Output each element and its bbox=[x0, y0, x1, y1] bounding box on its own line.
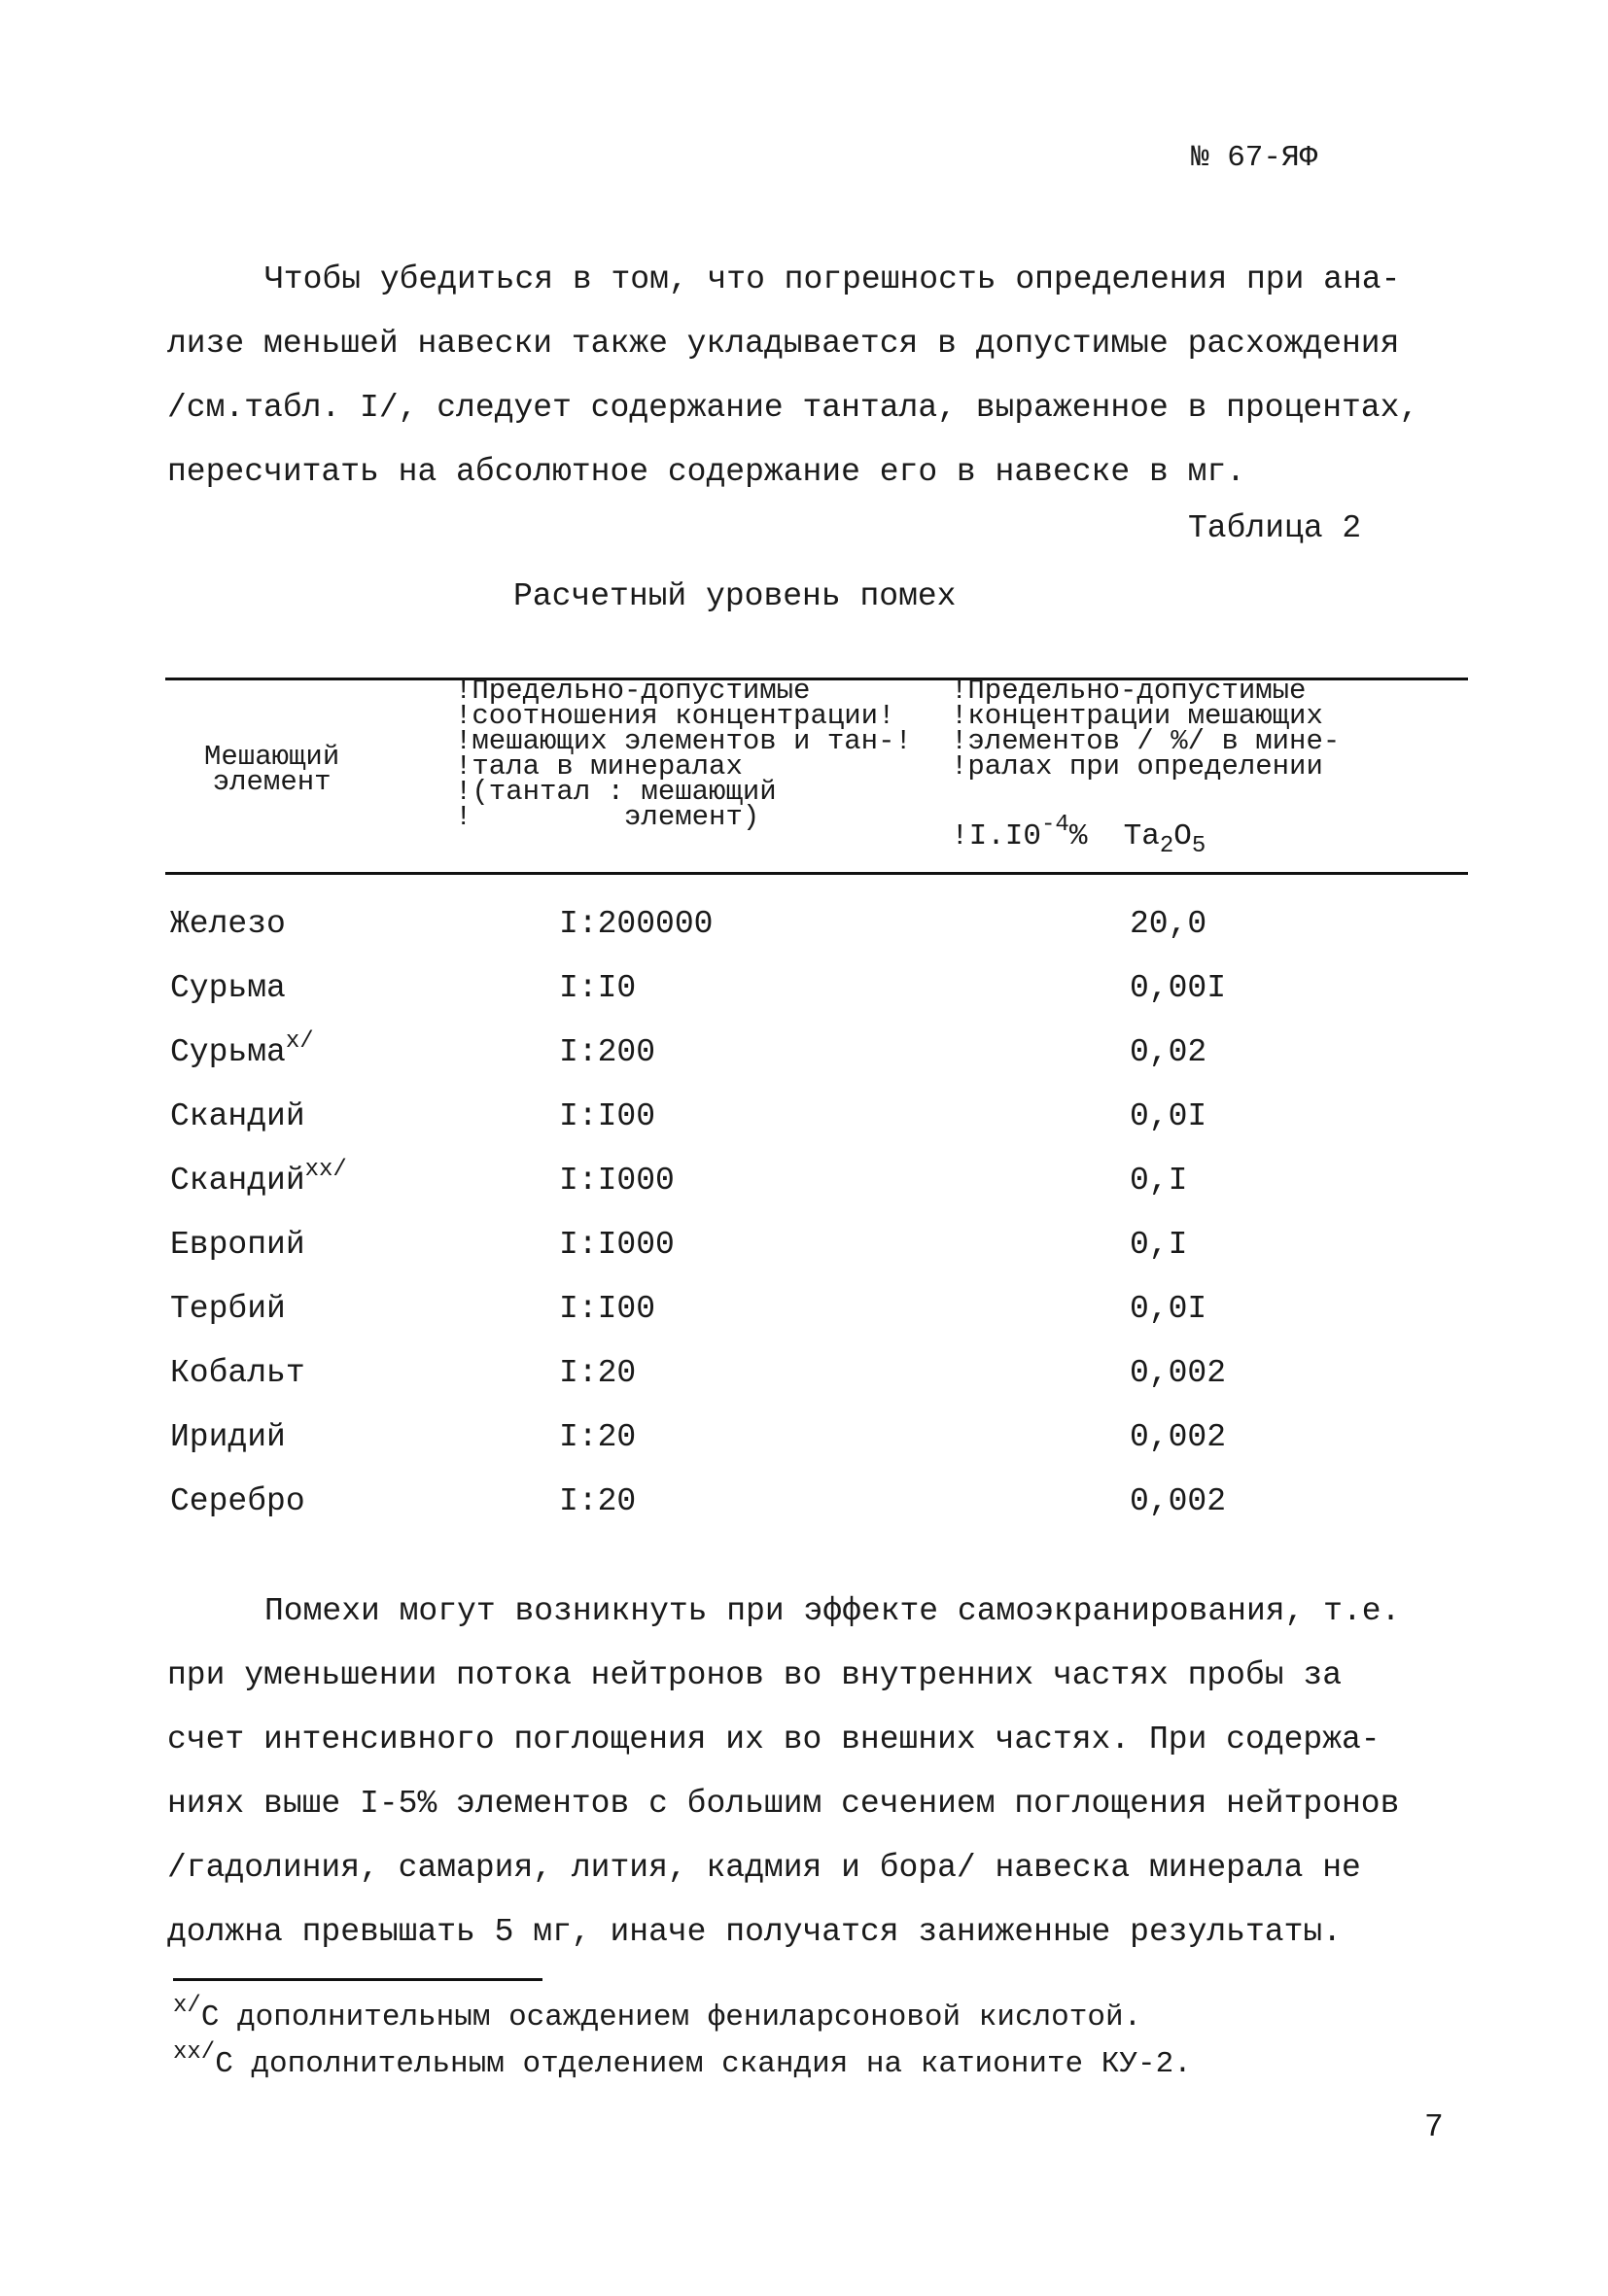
element-cell: Железо bbox=[170, 906, 286, 942]
table-label: Таблица 2 bbox=[1188, 510, 1362, 546]
element-cell bbox=[170, 1028, 314, 1070]
concentration-cell: 0,002 bbox=[1130, 1355, 1227, 1391]
concentration-cell: 20,0 bbox=[1130, 906, 1207, 942]
body-paragraph bbox=[167, 1580, 1451, 1965]
units-oxygen: O bbox=[1173, 819, 1192, 853]
footnote bbox=[173, 2039, 1192, 2081]
paragraph-line: ниях выше I-5% элементов с большим сечением поглощения нейтронов bbox=[167, 1786, 1400, 1822]
table-row bbox=[0, 1157, 1608, 1227]
concentration-cell: 0,002 bbox=[1130, 1483, 1227, 1519]
table-title: Расчетный уровень помех bbox=[513, 578, 957, 614]
footnote-text: С дополнительным осаждением фениларсоновой кислотой. bbox=[200, 2000, 1142, 2035]
units-prefix: !I.I0 bbox=[951, 819, 1042, 853]
footnote-text: С дополнительным отделением скандия на катионите КУ-2. bbox=[215, 2047, 1192, 2081]
ratio-cell: I:I0 bbox=[559, 970, 637, 1006]
paragraph-line: пересчитать на абсолютное содержание его в навеске в мг. bbox=[167, 454, 1245, 490]
table-row bbox=[0, 1355, 1608, 1419]
element-cell bbox=[170, 1157, 347, 1199]
element-cell: Сурьма bbox=[170, 970, 286, 1006]
concentration-cell: 0,I bbox=[1130, 1227, 1188, 1263]
table-row bbox=[0, 1419, 1608, 1483]
concentration-cell: 0,02 bbox=[1130, 1034, 1207, 1070]
footnote-mark: x/ bbox=[285, 1028, 314, 1055]
element-cell: Скандий bbox=[170, 1098, 305, 1134]
ratio-cell: I:200 bbox=[559, 1034, 656, 1070]
table-row bbox=[0, 1227, 1608, 1291]
concentration-cell: 0,002 bbox=[1130, 1419, 1227, 1455]
footnote bbox=[173, 1993, 1142, 2035]
element-name: Сурьма bbox=[170, 1034, 286, 1070]
paragraph-line: лизе меньшей навески также укладывается в допустимые расхождения bbox=[167, 326, 1400, 362]
document-number: № 67-ЯФ bbox=[1191, 141, 1318, 175]
header-concentration-units bbox=[951, 812, 1206, 859]
table-header-rule bbox=[165, 872, 1468, 875]
units-sub1: 2 bbox=[1159, 833, 1174, 859]
paragraph-line: должна превышать 5 мг, иначе получатся заниженные результаты. bbox=[167, 1914, 1342, 1950]
table-row bbox=[0, 1291, 1608, 1355]
footnote-separator bbox=[173, 1978, 542, 1981]
paragraph-line: /гадолиния, самария, лития, кадмия и бора/ навеска минерала не bbox=[167, 1850, 1361, 1886]
paragraph-line: /см.табл. I/, следует содержание тантала, выраженное в процентах, bbox=[167, 390, 1419, 426]
ratio-cell: I:I00 bbox=[559, 1098, 656, 1134]
units-formula: % Ta bbox=[1068, 819, 1160, 853]
element-cell: Тербий bbox=[170, 1291, 286, 1327]
ratio-cell: I:20 bbox=[559, 1355, 637, 1391]
footnote-mark: x/ bbox=[173, 1993, 201, 2019]
footnote-mark: xx/ bbox=[304, 1157, 347, 1183]
header-element: Мешающий элемент bbox=[204, 741, 340, 798]
concentration-cell: 0,00I bbox=[1130, 970, 1227, 1006]
units-exponent: -4 bbox=[1041, 812, 1069, 838]
concentration-cell: 0,0I bbox=[1130, 1098, 1207, 1134]
ratio-cell: I:I000 bbox=[559, 1227, 675, 1263]
paragraph-line: при уменьшении потока нейтронов во внутренних частях пробы за bbox=[167, 1657, 1342, 1693]
concentration-cell: 0,I bbox=[1130, 1163, 1188, 1199]
element-cell: Кобальт bbox=[170, 1355, 305, 1391]
element-cell: Серебро bbox=[170, 1483, 305, 1519]
table-row bbox=[0, 1483, 1608, 1548]
footnote-mark: xx/ bbox=[173, 2039, 216, 2066]
ratio-cell: I:I000 bbox=[559, 1163, 675, 1199]
header-concentration: !Предельно-допустимые !концентрации мешающих !элементов / %/ в мине- !ралах при определении bbox=[951, 675, 1341, 783]
header-ratio: !Предельно-допустимые !соотношения концентрации! !мешающих элементов и тан-! !тала в минералах !(тантал : мешающий ! элемент) bbox=[455, 675, 912, 833]
element-cell: Иридий bbox=[170, 1419, 286, 1455]
table-row bbox=[0, 1028, 1608, 1098]
table-row bbox=[0, 970, 1608, 1034]
paragraph-line: Помехи могут возникнуть при эффекте самоэкранирования, т.е. bbox=[264, 1593, 1401, 1629]
intro-paragraph bbox=[167, 248, 1451, 504]
table-row bbox=[0, 1098, 1608, 1163]
paragraph-line: Чтобы убедиться в том, что погрешность определения при ана- bbox=[264, 261, 1401, 297]
ratio-cell: I:20 bbox=[559, 1483, 637, 1519]
element-name: Скандий bbox=[170, 1163, 305, 1199]
element-cell: Европий bbox=[170, 1227, 305, 1263]
ratio-cell: I:200000 bbox=[559, 906, 714, 942]
units-sub2: 5 bbox=[1191, 833, 1206, 859]
table-row bbox=[0, 906, 1608, 970]
page-number: 7 bbox=[1424, 2109, 1444, 2145]
ratio-cell: I:20 bbox=[559, 1419, 637, 1455]
ratio-cell: I:I00 bbox=[559, 1291, 656, 1327]
concentration-cell: 0,0I bbox=[1130, 1291, 1207, 1327]
paragraph-line: счет интенсивного поглощения их во внешних частях. При содержа- bbox=[167, 1722, 1381, 1757]
